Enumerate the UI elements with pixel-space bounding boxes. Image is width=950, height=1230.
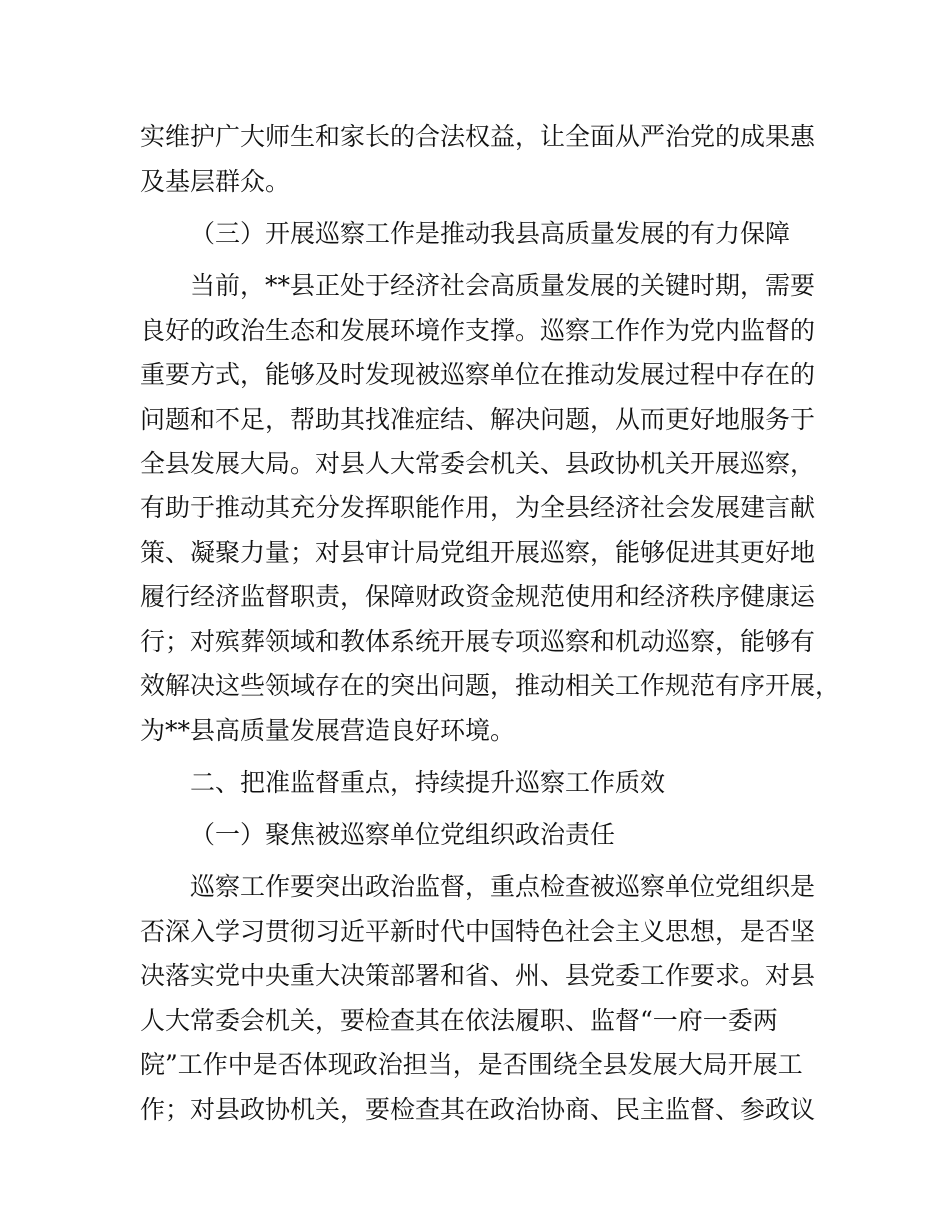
text-line: 问题和不足，帮助其找准症结、解决问题，从而更好地服务于 (140, 405, 816, 434)
text-line: 人大常委会机关，要检查其在依法履职、监督“一府一委两 (140, 1006, 778, 1035)
chapter-heading: 二、把准监督重点，持续提升巡察工作质效 (190, 768, 666, 797)
text-line: 效解决这些领域存在的突出问题，推动相关工作规范有序开展， (140, 671, 841, 700)
text-line: 否深入学习贯彻习近平新时代中国特色社会主义思想，是否坚 (140, 917, 816, 946)
text-line: 及基层群众。 (140, 167, 291, 196)
text-line: 院”工作中是否体现政治担当，是否围绕全县发展大局开展工 (140, 1050, 803, 1079)
text-line: 全县发展大局。对县人大常委会机关、县政协机关开展巡察， (140, 449, 816, 478)
text-line: 有助于推动其充分发挥职能作用，为全县经济社会发展建言献 (140, 493, 816, 522)
text-line: 良好的政治生态和发展环境作支撑。巡察工作作为党内监督的 (140, 316, 816, 345)
text-line: 当前，**县正处于经济社会高质量发展的关键时期，需要 (190, 271, 816, 300)
text-line: 行；对殡葬领域和教体系统开展专项巡察和机动巡察，能够有 (140, 627, 816, 656)
text-line: 策、凝聚力量；对县审计局党组开展巡察，能够促进其更好地 (140, 538, 816, 567)
text-line: 履行经济监督职责，保障财政资金规范使用和经济秩序健康运 (140, 582, 816, 611)
section-heading: （三）开展巡察工作是推动我县高质量发展的有力保障 (190, 219, 791, 248)
text-line: 作；对县政协机关，要检查其在政治协商、民主监督、参政议 (140, 1095, 816, 1124)
text-line: 为**县高质量发展营造良好环境。 (140, 716, 516, 745)
text-line: 重要方式，能够及时发现被巡察单位在推动发展过程中存在的 (140, 360, 816, 389)
text-line: 决落实党中央重大决策部署和省、州、县党委工作要求。对县 (140, 961, 816, 990)
text-line: 实维护广大师生和家长的合法权益，让全面从严治党的成果惠 (140, 122, 816, 151)
section-heading: （一）聚焦被巡察单位党组织政治责任 (190, 820, 616, 849)
text-line: 巡察工作要突出政治监督，重点检查被巡察单位党组织是 (190, 872, 816, 901)
